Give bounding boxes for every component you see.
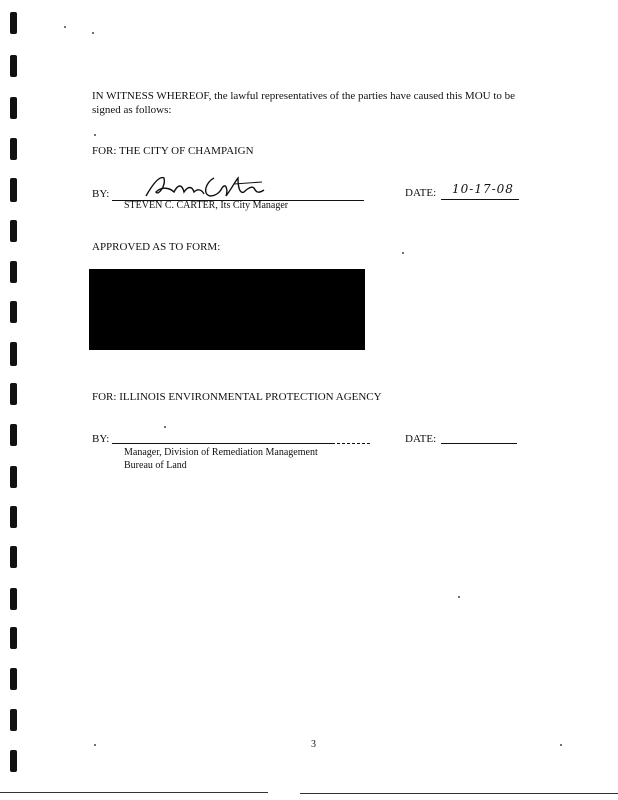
scan-speck <box>94 134 96 136</box>
page-number: 3 <box>311 739 316 750</box>
city-signatory-name: STEVEN C. CARTER, Its City Manager <box>124 200 289 211</box>
scan-speck <box>94 744 96 746</box>
agency-title-line-2: Bureau of Land <box>124 460 187 471</box>
scan-speck <box>164 426 166 428</box>
city-for-label: FOR: THE CITY OF CHAMPAIGN <box>92 145 254 157</box>
scan-edge-line <box>300 793 618 794</box>
scan-punch-mark <box>10 261 17 283</box>
city-date-line <box>441 199 519 200</box>
scan-punch-mark <box>10 12 17 34</box>
scan-speck <box>402 252 404 254</box>
scan-punch-mark <box>10 546 17 568</box>
scan-edge-line <box>0 792 268 793</box>
scan-punch-mark <box>10 342 17 366</box>
scan-speck <box>92 32 94 34</box>
scan-punch-mark <box>10 627 17 649</box>
scan-punch-mark <box>10 709 17 731</box>
scan-speck <box>560 744 562 746</box>
witness-line-2: signed as follows: <box>92 104 172 116</box>
scan-punch-mark <box>10 588 17 610</box>
agency-title-line-1: Manager, Division of Remediation Management <box>124 447 318 458</box>
scan-speck <box>64 26 66 28</box>
scan-punch-mark <box>10 466 17 488</box>
agency-by-label: BY: <box>92 433 110 445</box>
approved-as-to-form-label: APPROVED AS TO FORM: <box>92 241 221 253</box>
city-date-label: DATE: <box>405 187 437 199</box>
city-by-label: BY: <box>92 188 110 200</box>
witness-line-1: IN WITNESS WHEREOF, the lawful representatives of the parties have caused this MOU to be <box>92 90 516 102</box>
scan-punch-mark <box>10 301 17 323</box>
scan-punch-mark <box>10 55 17 77</box>
scan-punch-mark <box>10 506 17 528</box>
scan-punch-mark <box>10 220 17 242</box>
scan-speck <box>458 596 460 598</box>
redaction-block <box>89 269 365 350</box>
scan-punch-mark <box>10 668 17 690</box>
agency-signature-line <box>112 443 332 444</box>
scan-punch-mark <box>10 97 17 119</box>
scan-punch-mark <box>10 750 17 772</box>
agency-signature-line-end <box>332 443 370 444</box>
agency-date-label: DATE: <box>405 433 437 445</box>
agency-for-label: FOR: ILLINOIS ENVIRONMENTAL PROTECTION AGENCY <box>92 391 382 403</box>
scan-punch-mark <box>10 138 17 160</box>
scan-punch-mark <box>10 383 17 405</box>
scan-punch-mark <box>10 178 17 202</box>
scan-punch-mark <box>10 424 17 446</box>
city-date-value: 10-17-08 <box>452 182 514 196</box>
agency-date-line <box>441 443 517 444</box>
